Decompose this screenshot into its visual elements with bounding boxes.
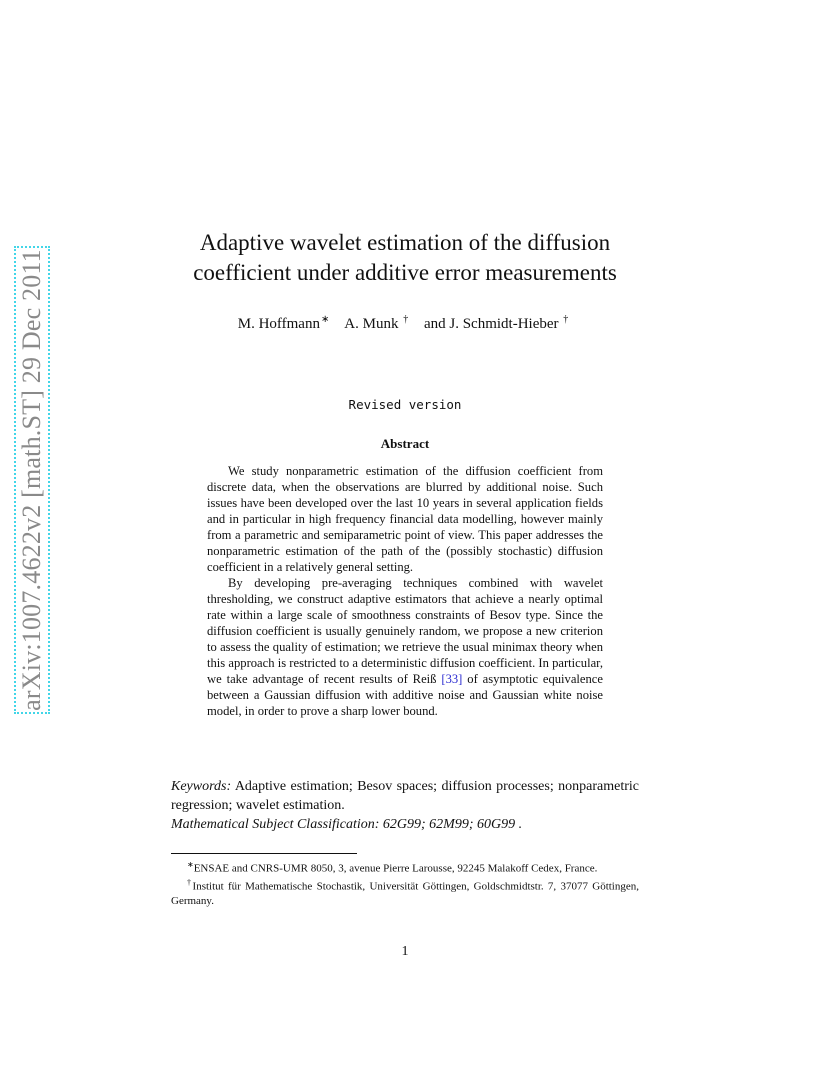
abstract-paragraph-2 bbox=[207, 575, 603, 719]
affiliation-mark: † bbox=[563, 314, 569, 325]
author-munk: A. Munk bbox=[344, 316, 399, 332]
page-number: 1 bbox=[401, 944, 409, 959]
abstract-paragraph-1: We study nonparametric estimation of the diffusion coefficient from discrete data, when the observations are blurred by additional noise. Such issues have been developed over the last 10 years in several application fields and in particular in high frequency financial data modelling, however mainly from a parametric and semiparametric point of view. This paper addresses the nonparametric estimation of the path of the (possibly stochastic) diffusion coefficient in a relatively general setting. bbox=[207, 464, 603, 574]
title-line-2: coefficient under additive error measurements bbox=[193, 260, 617, 285]
arxiv-stamp bbox=[14, 246, 50, 714]
footnote-mark: † bbox=[187, 878, 193, 888]
msc-classification: Mathematical Subject Classification: 62G99; 62M99; 60G99 . bbox=[171, 817, 523, 832]
footnote-text: Institut für Mathematische Stochastik, Universität Göttingen, Goldschmidtstr. 7, 37077 Göttingen, Germany. bbox=[171, 880, 639, 908]
footnote-mark: ∗ bbox=[187, 860, 194, 869]
affiliation-mark: † bbox=[403, 314, 409, 325]
abstract-heading: Abstract bbox=[380, 436, 430, 451]
author-list bbox=[140, 314, 670, 333]
footnote-divider bbox=[171, 853, 357, 854]
revised-version-label: Revised version bbox=[348, 397, 462, 412]
abstract-body bbox=[207, 463, 603, 719]
keywords-block bbox=[171, 777, 639, 834]
keywords-label: Keywords: bbox=[171, 779, 232, 794]
author-hoffmann: M. Hoffmann bbox=[237, 316, 320, 332]
abstract-text: By developing pre-averaging techniques combined with wavelet thresholding, we construct adaptive estimators that achieve a nearly optimal rate within a large scale of smoothness constraints of Besov type. Since the diffusion coefficient is usually genuinely random, we propose a new criterion to assess the quality of estimation; we retrieve the usual minimax theory when this approach is restricted to a deterministic diffusion coefficient. In particular, we take advantage of recent results of Reiß bbox=[207, 576, 603, 686]
arxiv-identifier: arXiv:1007.4622v2 [math.ST] 29 Dec 2011 bbox=[17, 249, 47, 711]
keywords-line bbox=[171, 777, 639, 815]
footnote-ensae bbox=[171, 858, 639, 876]
title-line-1: Adaptive wavelet estimation of the diffusion bbox=[199, 230, 611, 255]
paper-title bbox=[140, 228, 670, 288]
footnote-text: ENSAE and CNRS-UMR 8050, 3, avenue Pierre Larousse, 92245 Malakoff Cedex, France. bbox=[193, 862, 598, 875]
footnote-goettingen bbox=[171, 876, 639, 909]
affiliation-mark: ∗ bbox=[320, 314, 330, 325]
abstract-text: of asymptotic equivalence between a Gaussian diffusion with additive noise and Gaussian white noise model, in order to prove a sharp lower bound. bbox=[207, 672, 603, 718]
citation-link[interactable]: [33] bbox=[441, 672, 463, 686]
author-schmidt-hieber: and J. Schmidt-Hieber bbox=[423, 316, 559, 332]
footnotes bbox=[171, 858, 639, 909]
keywords-text: Adaptive estimation; Besov spaces; diffusion processes; nonparametric regression; wavelet estimation. bbox=[171, 779, 639, 813]
